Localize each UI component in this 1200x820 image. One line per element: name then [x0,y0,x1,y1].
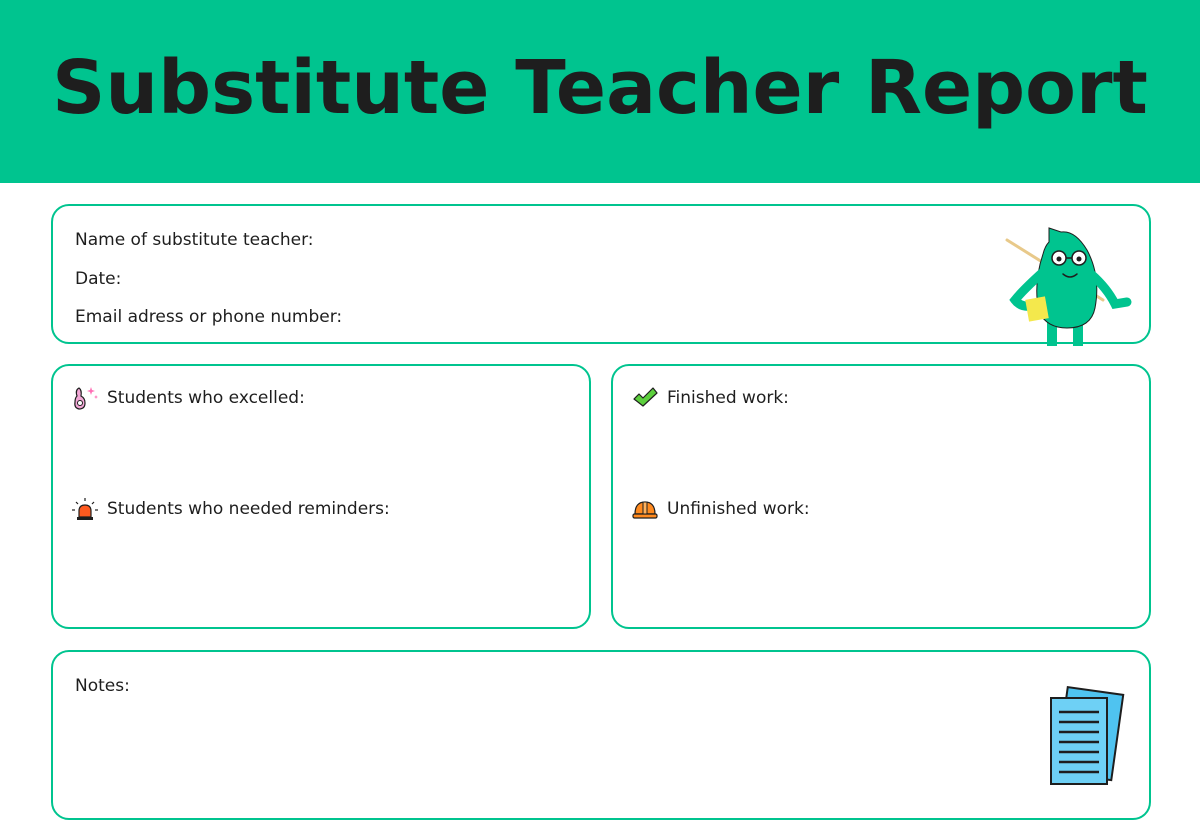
alarm-light-icon [71,495,99,523]
reminders-row [71,495,390,523]
page-title: Substitute Teacher Report [52,44,1148,131]
header-banner [0,0,1200,183]
teacher-mascot-icon [1003,224,1133,346]
finished-label: Finished work: [667,388,789,408]
contact-label: Email adress or phone number: [75,307,343,327]
substitute-name-label: Name of substitute teacher: [75,230,314,250]
checkmark-icon [631,384,659,412]
unfinished-label: Unfinished work: [667,499,810,519]
ok-hand-sparkles-icon [71,384,99,412]
notes-label: Notes: [75,676,130,696]
work-card [611,364,1151,629]
finished-row [631,384,789,412]
students-card [51,364,591,629]
reminders-label: Students who needed reminders: [107,499,390,519]
hard-hat-icon [631,495,659,523]
documents-icon [1043,684,1127,790]
excelled-label: Students who excelled: [107,388,305,408]
unfinished-row [631,495,810,523]
teacher-info-card [51,204,1151,344]
excelled-row [71,384,305,412]
notes-card [51,650,1151,820]
date-label: Date: [75,269,122,289]
